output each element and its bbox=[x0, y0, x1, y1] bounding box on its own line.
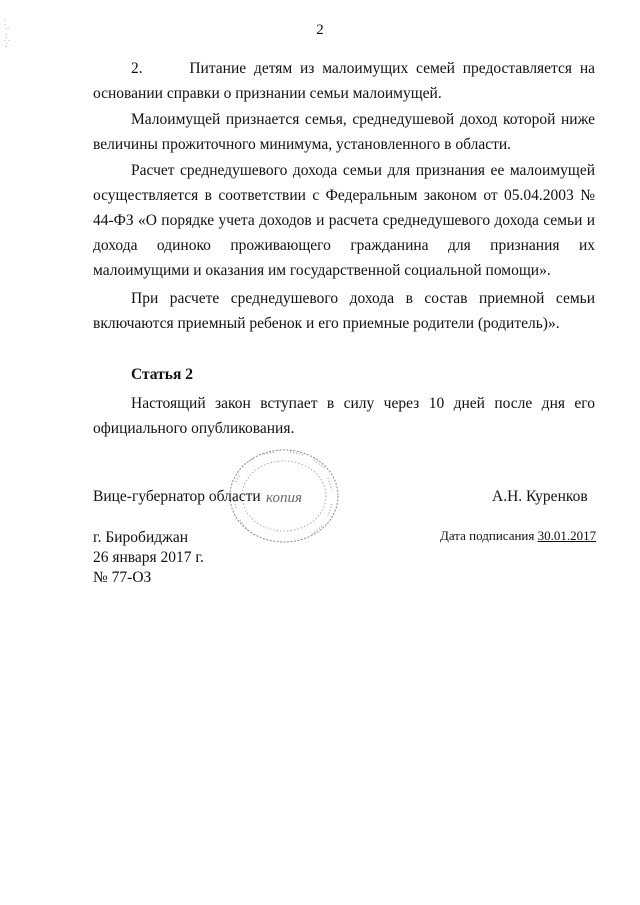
law-date: 26 января 2017 г. bbox=[93, 549, 204, 566]
scan-artifact: ⁚ ⁘ · ⁛ · bbox=[4, 19, 10, 51]
city: г. Биробиджан bbox=[93, 529, 189, 546]
paragraph-foster-family bbox=[93, 286, 595, 336]
paragraph-continuation: основании справки о признании семьи малоимущей. bbox=[93, 85, 442, 102]
paragraph-continuation: величины прожиточного минимума, установленного в области. bbox=[93, 136, 512, 153]
paragraph-continuation: официального опубликования. bbox=[93, 420, 295, 437]
signing-date-value: 30.01.2017 bbox=[537, 528, 597, 543]
article-2-text bbox=[93, 391, 595, 441]
paragraph-first-line: 2. Питание детям из малоимущих семей предоставляется на bbox=[131, 60, 595, 77]
signing-date-block bbox=[440, 528, 596, 544]
paragraph-first-line: Настоящий закон вступает в силу через 10 дней после дня его bbox=[131, 395, 595, 412]
paragraph-item-2 bbox=[93, 56, 595, 106]
law-number: № 77-ОЗ bbox=[93, 569, 152, 586]
signing-date-label: Дата подписания bbox=[440, 528, 535, 543]
place-block bbox=[93, 528, 204, 588]
signatory-name: А.Н. Куренков bbox=[492, 488, 588, 505]
signatory-position: Вице-губернатор области bbox=[93, 488, 261, 505]
paragraph-low-income-definition bbox=[93, 107, 595, 157]
paragraph-income-calculation bbox=[93, 158, 595, 283]
page-number: 2 bbox=[316, 22, 324, 38]
stamp-label: копия bbox=[266, 490, 302, 506]
paragraph-first-line: При расчете среднедушевого дохода в состав приемной семьи bbox=[131, 290, 595, 307]
paragraph-continuation: включаются приемный ребенок и его приемные родители (родитель)». bbox=[93, 315, 560, 332]
paragraph-first-line: Расчет среднедушевого дохода семьи для признания ее малоимущей bbox=[131, 162, 595, 179]
article-heading: Статья 2 bbox=[131, 366, 193, 383]
paragraph-continuation: осуществляется в соответствии с Федеральным законом от 05.04.2003 № 44-ФЗ «О порядке учета доходов и расчета среднедушевого дохода семьи и дохода одиноко проживающего гражданина для признания их малоимущими и оказания им государственной социальной помощи». bbox=[93, 187, 595, 279]
paragraph-first-line: Малоимущей признается семья, среднедушевой доход которой ниже bbox=[131, 111, 595, 128]
